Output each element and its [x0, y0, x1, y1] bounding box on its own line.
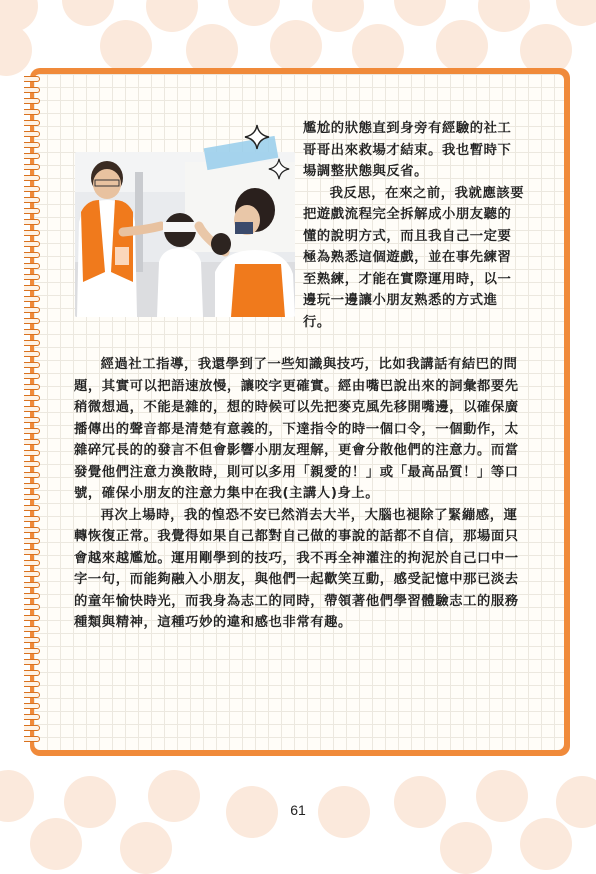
spiral-binding: [14, 76, 50, 746]
page-number: 61: [290, 802, 306, 818]
spiral-ring: [24, 714, 40, 720]
spiral-ring: [24, 197, 40, 203]
bg-dot: [120, 822, 172, 874]
spiral-ring: [24, 725, 40, 731]
spiral-ring: [24, 87, 40, 93]
bg-dot: [0, 24, 32, 76]
bg-dot: [0, 0, 38, 32]
spiral-ring: [24, 527, 40, 533]
bg-dot: [100, 20, 152, 72]
spiral-ring: [24, 120, 40, 126]
spiral-ring: [24, 461, 40, 467]
spiral-ring: [24, 76, 40, 82]
bg-dot: [394, 0, 446, 26]
spiral-ring: [24, 494, 40, 500]
spiral-ring: [24, 351, 40, 357]
spiral-ring: [24, 681, 40, 687]
spiral-ring: [24, 252, 40, 258]
spiral-ring: [24, 439, 40, 445]
spiral-ring: [24, 648, 40, 654]
bg-dot: [270, 20, 322, 72]
spiral-ring: [24, 373, 40, 379]
spiral-ring: [24, 637, 40, 643]
text-column-right: [303, 118, 525, 333]
bg-dot: [440, 822, 492, 874]
spiral-ring: [24, 560, 40, 566]
spiral-ring: [24, 285, 40, 291]
paragraph-2: 我反思，在來之前，我就應該要把遊戲流程完全拆解成小朋友聽的懂的說明方式，而且我自己一定要極為熟悉這個遊戲，並在事先練習至熟練，才能在實際運用時，以一邊玩一邊讓小朋友熟悉的方式進行。: [303, 185, 525, 330]
bg-dot: [478, 0, 530, 32]
spiral-ring: [24, 472, 40, 478]
spiral-ring: [24, 670, 40, 676]
photo-illustration: [75, 152, 295, 317]
spiral-ring: [24, 516, 40, 522]
spiral-ring: [24, 241, 40, 247]
sparkle-icon: [244, 124, 270, 150]
bg-dot: [436, 20, 488, 72]
spiral-ring: [24, 164, 40, 170]
spiral-ring: [24, 538, 40, 544]
bg-dot: [520, 818, 572, 870]
spiral-ring: [24, 208, 40, 214]
paragraph-3: 經過社工指導，我還學到了一些知識與技巧，比如我講話有結巴的問題，其實可以把語速放慢，讓咬字更確實。經由嘴巴說出來的詞彙都要先稍微想過，不能是雜的，想的時候可以先把麥克風先移開嘴邊，以確保廣播傳出的聲音都是清楚有意義的，下達指令的時一個口令，一個動作，太雜碎冗長的的發言不但會影響小朋友理解，更會分散他們的注意力。而當發覺他們注意力渙散時，則可以多用「親愛的！」或「最高品質！」等口號，確保小朋友的注意力集中在我(主講人)身上。: [74, 357, 519, 501]
spiral-ring: [24, 263, 40, 269]
spiral-ring: [24, 362, 40, 368]
spiral-ring: [24, 659, 40, 665]
spiral-ring: [24, 131, 40, 137]
spiral-ring: [24, 142, 40, 148]
spiral-ring: [24, 219, 40, 225]
spiral-ring: [24, 329, 40, 335]
spiral-ring: [24, 483, 40, 489]
spiral-ring: [24, 417, 40, 423]
spiral-ring: [24, 549, 40, 555]
spiral-ring: [24, 505, 40, 511]
spiral-ring: [24, 703, 40, 709]
paragraph-1: 尷尬的狀態直到身旁有經驗的社工哥哥出來救場才結束。我也暫時下場調整狀態與反省。: [303, 121, 512, 179]
spiral-ring: [24, 450, 40, 456]
spiral-ring: [24, 153, 40, 159]
spiral-ring: [24, 593, 40, 599]
bg-dot: [30, 818, 82, 870]
spiral-ring: [24, 175, 40, 181]
spiral-ring: [24, 274, 40, 280]
spiral-ring: [24, 406, 40, 412]
volunteer-photo: [75, 152, 295, 317]
spiral-ring: [24, 384, 40, 390]
spiral-ring: [24, 230, 40, 236]
bg-dot: [62, 0, 114, 26]
spiral-ring: [24, 428, 40, 434]
text-column-full: [74, 354, 528, 634]
spiral-ring: [24, 615, 40, 621]
paragraph-4: 再次上場時，我的惶恐不安已然消去大半，大腦也褪除了緊繃感，運轉恢復正常。我覺得如果自己都對自己做的事說的話都不自信，那場面只會越來越尷尬。運用剛學到的技巧，我不再全神灌注的拘泥於自己口中一字一句，而能夠融入小朋友，與他們一起歡笑互動，感受記憶中那已淡去的童年愉快時光，而我身為志工的同時，帶領著他們學習體驗志工的服務種類與精神，這種巧妙的違和感也非常有趣。: [74, 507, 519, 630]
spiral-ring: [24, 736, 40, 742]
spiral-ring: [24, 307, 40, 313]
spiral-ring: [24, 296, 40, 302]
bg-dot: [556, 0, 596, 26]
spiral-ring: [24, 626, 40, 632]
sparkle-small-icon: [268, 158, 290, 180]
spiral-ring: [24, 571, 40, 577]
spiral-ring: [24, 604, 40, 610]
spiral-ring: [24, 186, 40, 192]
spiral-ring: [24, 340, 40, 346]
spiral-ring: [24, 98, 40, 104]
bg-dot: [312, 0, 364, 32]
spiral-ring: [24, 395, 40, 401]
spiral-ring: [24, 109, 40, 115]
bg-dot: [228, 0, 280, 26]
bg-dot: [146, 0, 198, 32]
spiral-ring: [24, 692, 40, 698]
spiral-ring: [24, 582, 40, 588]
spiral-ring: [24, 318, 40, 324]
